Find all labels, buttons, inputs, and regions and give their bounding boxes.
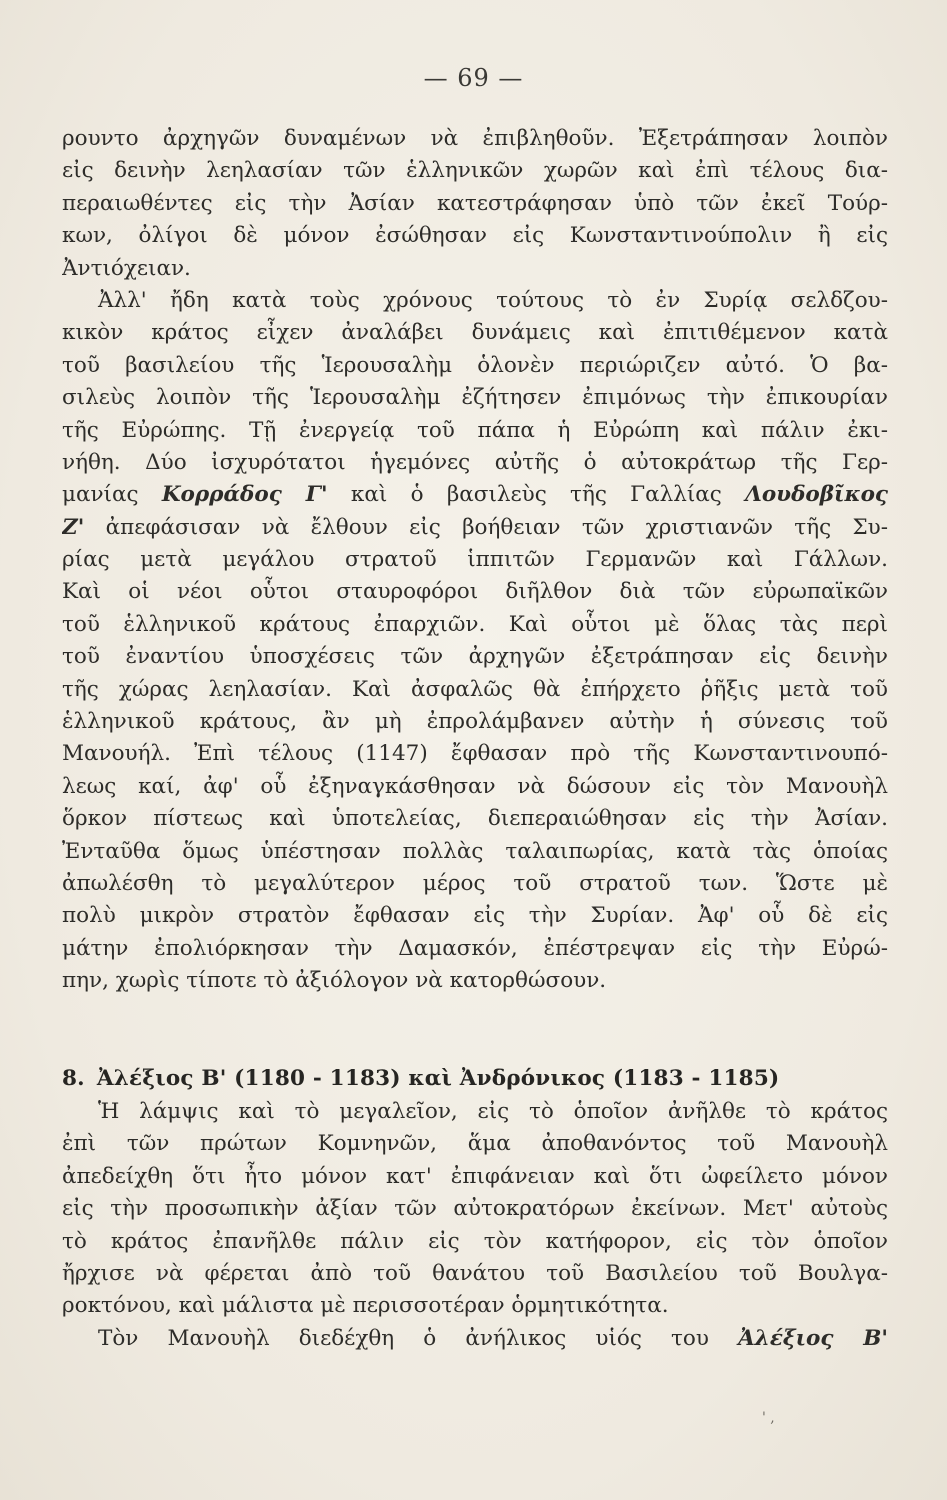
king-name-louis: Λουδοβῖκος [745,482,888,508]
text-line-with-name [62,512,888,544]
text-line: ροκτόνου, καὶ μάλιστα μὲ περισσοτέραν ὁρμητικότητα. [62,1293,669,1319]
text-line: λεως καί, ἀφ' οὗ ἐξηναγκάσθησαν νὰ δώσουν εἰς τὸν Μανουὴλ [62,773,888,799]
text-line: τοῦ ἐναντίου ὑποσχέσεις τῶν ἀρχηγῶν ἐξετράπησαν εἰς δεινὴν [62,644,888,670]
text-line: ρίας μετὰ μεγάλου στρατοῦ ἱππιτῶν Γερμανῶν καὶ Γάλλων. [62,547,888,573]
text-line: περαιωθέντες εἰς τὴν Ἀσίαν κατεστράφησαν ὑπὸ τῶν ἐκεῖ Τούρ- [62,190,888,216]
emperor-name-conrad: Κορράδος Γ' [161,482,328,508]
text-line: ἐπὶ τῶν πρώτων Κομνηνῶν, ἅμα ἀποθανόντος τοῦ Μανουὴλ [62,1131,888,1157]
text-fragment: ἀπεφάσισαν νὰ ἔλθουν εἰς βοήθειαν τῶν χριστιανῶν τῆς Συ- [84,514,888,540]
text-line-with-name [62,1323,888,1355]
text-line: ὅρκον πίστεως καὶ ὑποτελείας, διεπεραιώθησαν εἰς τὴν Ἀσίαν. [62,806,888,832]
text-line: πην, χωρὶς τίποτε τὸ ἀξιόλογον νὰ κατορθώσουν. [62,968,607,994]
text-line: σιλεὺς λοιπὸν τῆς Ἱερουσαλὴμ ἐζήτησεν ἐπιμόνως τὴν ἐπικουρίαν [62,385,888,411]
text-line: εἰς δεινὴν λεηλασίαν τῶν ἑλληνικῶν χωρῶν καὶ ἐπὶ τέλους δια- [62,158,888,184]
text-line: Ἀντιόχειαν. [62,255,191,281]
section-number: 8. [62,1066,85,1091]
text-line: Μανουήλ. Ἐπὶ τέλους (1147) ἔφθασαν πρὸ τῆς Κωνσταντινουπό- [62,741,888,767]
signature-mark: ' , [762,1410,775,1426]
text-line: πολὺ μικρὸν στρατὸν ἔφθασαν εἰς τὴν Συρίαν. Ἀφ' οὗ δὲ εἰς [62,903,888,929]
text-fragment: καὶ ὁ βασιλεὺς τῆς Γαλλίας [327,482,746,508]
text-line: Ἀλλ' ἤδη κατὰ τοὺς χρόνους τούτους τὸ ἐν Συρίᾳ σελδζου- [98,287,888,313]
text-line: ἀπωλέσθη τὸ μεγαλύτερον μέρος τοῦ στρατοῦ των. Ὥστε μὲ [62,870,888,896]
text-line: τῆς χώρας λεηλασίαν. Καὶ ἀσφαλῶς θὰ ἐπήρχετο ῥῆξις μετὰ τοῦ [62,676,888,702]
text-line: νήθη. Δύο ἰσχυρότατοι ἡγεμόνες αὐτῆς ὁ αὐτοκράτωρ τῆς Γερ- [62,449,888,475]
text-line: Ἡ λάμψις καὶ τὸ μεγαλεῖον, εἰς τὸ ὁποῖον ἀνῆλθε τὸ κράτος [98,1099,888,1124]
king-numeral: Ζ' [62,514,85,540]
text-fragment: μανίας [62,482,162,508]
text-line: ἤρχισε νὰ φέρεται ἀπὸ τοῦ θανάτου τοῦ Βασιλείου τοῦ Βουλγα- [62,1260,888,1286]
text-line: Καὶ οἱ νέοι οὗτοι σταυροφόροι διῆλθον διὰ τῶν εὐρωπαϊκῶν [62,579,888,605]
text-line: κικὸν κράτος εἶχεν ἀναλάβει δυνάμεις καὶ ἐπιτιθέμενον κατὰ [62,320,888,346]
text-block-alexios [62,1096,888,1355]
text-line: κων, ὀλίγοι δὲ μόνον ἐσώθησαν εἰς Κωνσταντινούπολιν ἢ εἰς [62,223,888,249]
text-line: τοῦ βασιλείου τῆς Ἱερουσαλὴμ ὁλονὲν περιώριζεν αὐτό. Ὁ βα- [62,352,888,378]
text-block-crusades [62,123,888,998]
section-title: Ἀλέξιος Β' (1180 - 1183) καὶ Ἀνδρόνικος (1183 - 1185) [96,1066,780,1091]
text-line: Ἐνταῦθα ὅμως ὑπέστησαν πολλὰς ταλαιπωρίας, κατὰ τὰς ὁποίας [62,838,888,864]
text-line: ἑλληνικοῦ κράτους, ἂν μὴ ἐπρολάμβανεν αὐτὴν ἡ σύνεσις τοῦ [62,709,888,735]
text-line: τοῦ ἑλληνικοῦ κράτους ἐπαρχιῶν. Καὶ οὗτοι μὲ ὅλας τὰς περὶ [62,611,888,637]
text-line: ἀπεδείχθη ὅτι ἦτο μόνον κατ' ἐπιφάνειαν καὶ ὅτι ὠφείλετο μόνον [62,1163,888,1189]
text-line: εἰς τὴν προσωπικὴν ἀξίαν τῶν αὐτοκρατόρων ἐκείνων. Μετ' αὐτοὺς [62,1196,888,1222]
text-fragment: Τὸν Μανουὴλ διεδέχθη ὁ ἀνήλικος υἱός του [98,1325,739,1351]
text-line-with-names [62,479,888,511]
emperor-name-alexios: Ἀλέξιος Β' [738,1325,888,1351]
section-heading [62,1066,888,1091]
page-number: — 69 — [423,64,524,92]
text-line: ρουντο ἀρχηγῶν δυναμένων νὰ ἐπιβληθοῦν. Ἐξετράπησαν λοιπὸν [62,126,888,151]
text-line: μάτην ἐπολιόρκησαν τὴν Δαμασκόν, ἐπέστρεψαν εἰς τὴν Εὐρώ- [62,935,888,961]
text-line: τὸ κράτος ἐπανῆλθε πάλιν εἰς τὸν κατήφορον, εἰς τὸν ὁποῖον [62,1228,888,1254]
text-line: τῆς Εὐρώπης. Τῇ ἐνεργείᾳ τοῦ πάπα ἡ Εὐρώπη καὶ πάλιν ἐκι- [62,417,888,443]
